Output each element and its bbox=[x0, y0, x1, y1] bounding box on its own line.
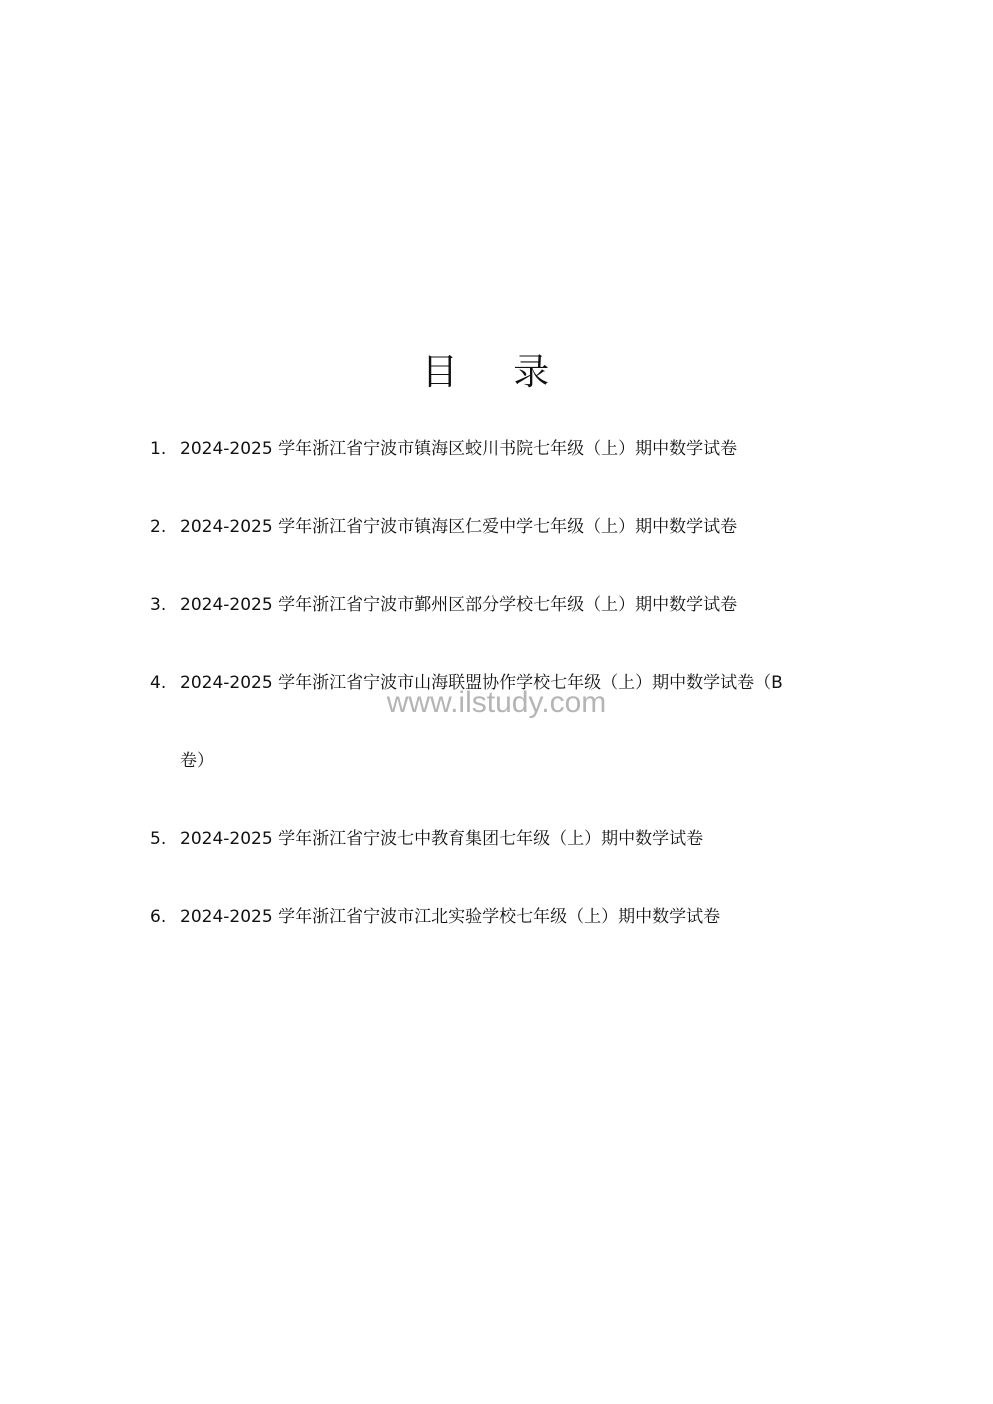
toc-item-text: 2024-2025 学年浙江省宁波七中教育集团七年级（上）期中数学试卷 bbox=[180, 829, 704, 849]
toc-item[interactable] bbox=[150, 590, 737, 615]
toc-item-number: 5. bbox=[150, 829, 167, 849]
toc-item[interactable] bbox=[150, 512, 737, 537]
toc-item-number: 2. bbox=[150, 517, 167, 537]
toc-item-number: 3. bbox=[150, 595, 167, 615]
toc-item-continuation: 卷） bbox=[180, 751, 214, 771]
toc-item-text: 2024-2025 学年浙江省宁波市镇海区仁爱中学七年级（上）期中数学试卷 bbox=[180, 517, 738, 537]
toc-item-text: 2024-2025 学年浙江省宁波市江北实验学校七年级（上）期中数学试卷 bbox=[180, 907, 721, 927]
toc-item-text: 2024-2025 学年浙江省宁波市鄞州区部分学校七年级（上）期中数学试卷 bbox=[180, 595, 738, 615]
toc-item-text: 2024-2025 学年浙江省宁波市镇海区蛟川书院七年级（上）期中数学试卷 bbox=[180, 439, 738, 459]
toc-item-number: 1. bbox=[150, 439, 167, 459]
watermark: www.ilstudy.com bbox=[386, 686, 607, 719]
toc-item-number: 6. bbox=[150, 907, 167, 927]
toc-item[interactable] bbox=[150, 902, 720, 927]
toc-item[interactable] bbox=[150, 824, 703, 849]
toc-item[interactable] bbox=[150, 434, 737, 459]
toc-item-number: 4. bbox=[150, 673, 167, 693]
toc-item-text: 2024-2025 学年浙江省宁波市山海联盟协作学校七年级（上）期中数学试卷（B bbox=[180, 673, 783, 693]
page-title: 目 录 bbox=[421, 352, 572, 393]
